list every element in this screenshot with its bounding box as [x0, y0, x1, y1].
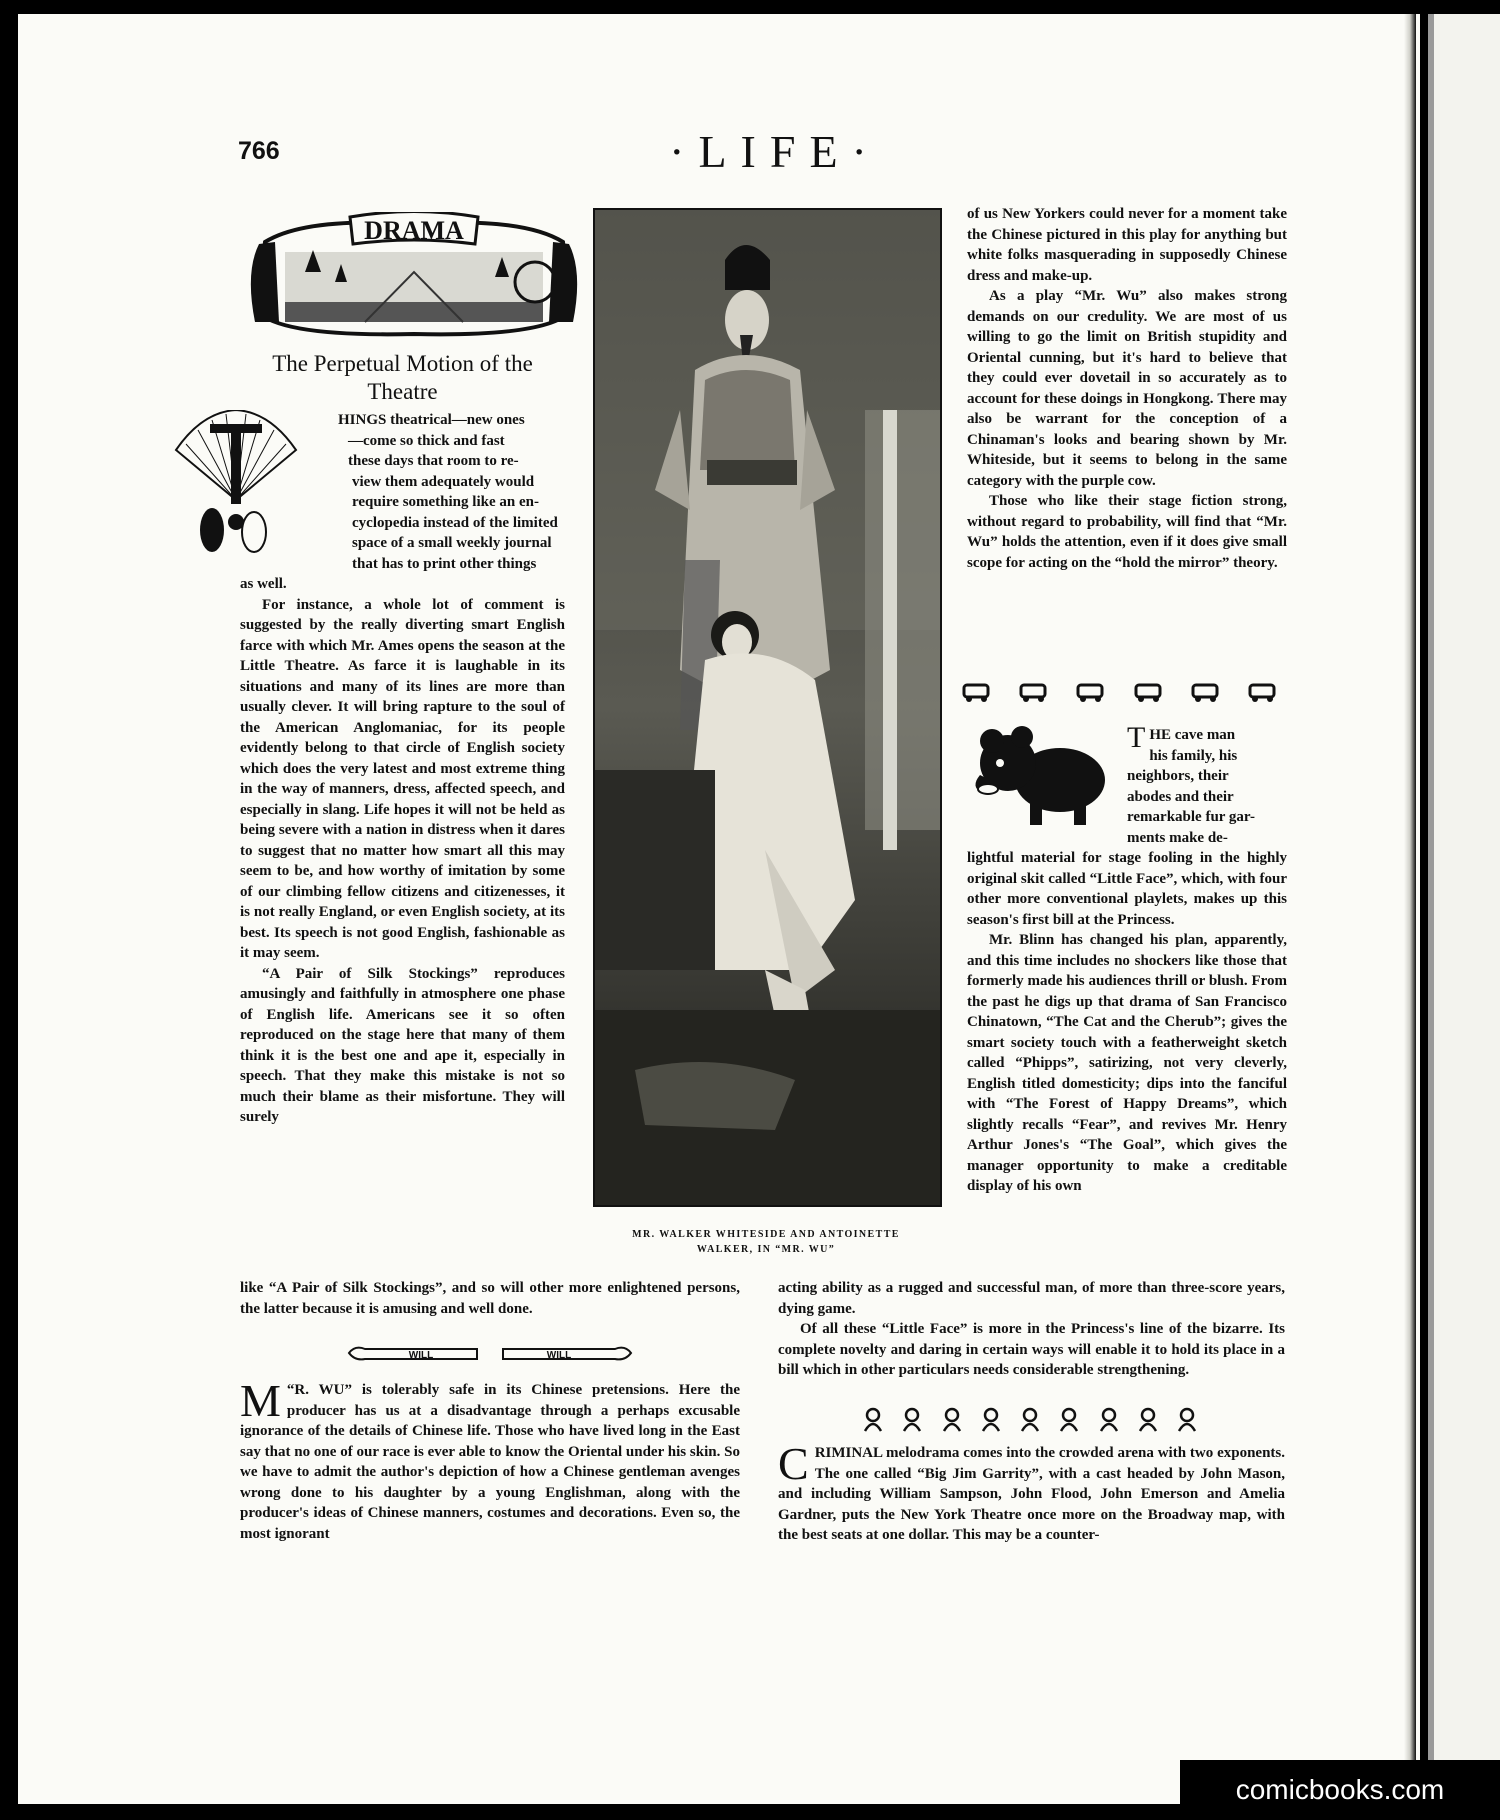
cave-man-section: [967, 721, 1287, 1197]
column-three: [967, 204, 1287, 573]
paragraph: As a play “Mr. Wu” also makes strong demands on our credulity. We are most of us willing to go the limit on British stupidity and Oriental cunning, but it's hard to believe that they could ever dovetail in so accurately as to account for these doings in Hongkong. There may also be warrant for the conception of a Chinaman's looks and bearing shown by Mr. Whiteside, but it seems to belong in the same category with the purple cow.: [967, 288, 1287, 489]
drop-cap: C: [778, 1438, 809, 1489]
text-line: neighbors, their: [1127, 768, 1229, 784]
figure-ornament-icon: [1017, 1407, 1043, 1433]
decorative-divider-cars: [960, 681, 1280, 703]
car-ornament-icon: [1017, 681, 1051, 703]
text-line: —come so thick and fast: [348, 432, 505, 449]
figure-ornament-icon: [939, 1407, 965, 1433]
column-one: [240, 410, 565, 1128]
text-line: as well.: [240, 576, 287, 592]
page-gutter: [1404, 14, 1416, 1804]
car-ornament-icon: [960, 681, 994, 703]
caption-line-2: WALKER, IN “MR. WU”: [696, 1244, 836, 1255]
text-line: that has to print other things: [352, 555, 537, 572]
figure-ornament-icon: [899, 1407, 925, 1433]
car-ornament-icon: [1074, 681, 1108, 703]
paragraph: Those who like their stage fiction strong, without regard to probability, will find that “Mr. Wu” holds the attention, even if it does give small scope for acting on the “hold the mirror” theory.: [967, 493, 1287, 571]
paragraph: Of all these “Little Face” is more in the Princess's line of the bizarre. Its complete novelty and daring in certain ways will enable it to hold its place in a bill which in other particulars needs considerable strengthening.: [778, 1321, 1285, 1378]
text-line: abodes and their: [1127, 788, 1234, 805]
paragraph: [240, 1375, 740, 1544]
photo-caption: [590, 1227, 942, 1257]
spine-shadow: [1428, 14, 1434, 1804]
headline-line-2: Theatre: [367, 379, 438, 404]
article-headline: [240, 350, 565, 406]
paragraph: acting ability as a rugged and successful man, of more than three-score years, dying game.: [778, 1280, 1285, 1317]
paragraph-text: RIMINAL melodrama comes into the crowded arena with two exponents. The one called “Big Jim Garrity”, with a cast headed by John Mason, and including William Sampson, John Flood, John Emerson and Amelia Gardner, puts the New York Theatre once more on the Broadway map, with the best seats at one dollar. This may be a counter-: [778, 1445, 1285, 1543]
text-line-content: HE cave man: [1149, 727, 1236, 743]
adjacent-page-edge: [1428, 14, 1500, 1804]
opening-quote: “: [286, 1382, 295, 1398]
headline-line-1: The Perpetual Motion of the: [272, 351, 533, 376]
column-three-continuation: [778, 1278, 1285, 1381]
scroll-banner-right-icon: [495, 1343, 635, 1363]
paragraph: like “A Pair of Silk Stockings”, and so will other more enlightened persons, the latter because it is amusing and well done.: [240, 1280, 740, 1317]
drop-cap: M: [240, 1375, 281, 1426]
car-ornament-icon: [1132, 681, 1166, 703]
decorative-divider-figures: [860, 1407, 1200, 1433]
text-line: [1127, 721, 1287, 754]
scroll-banner-left-icon: [345, 1343, 485, 1363]
page-number: 766: [238, 137, 280, 165]
text-line: his family, his: [1149, 747, 1238, 764]
drama-logo-text: DRAMA: [364, 216, 464, 245]
paragraph: lightful material for stage fooling in the highly original skit called “Little Face”, which, with four other more conventional playlets, makes up this season's first bill at the Princess.: [967, 850, 1287, 928]
figure-ornament-icon: [1056, 1407, 1082, 1433]
figure-ornament-icon: [1174, 1407, 1200, 1433]
text-line: these days that room to re-: [348, 453, 519, 469]
criminal-melodrama-section: [778, 1438, 1285, 1546]
figure-ornament-icon: [860, 1407, 886, 1433]
text-line: space of a small weekly journal: [352, 535, 552, 551]
drop-cap: T: [1127, 721, 1146, 754]
figure-ornament-icon: [1096, 1407, 1122, 1433]
fan-wrapped-lines: [240, 410, 565, 574]
text-line: ments make de-: [1127, 829, 1228, 846]
banner-text: WILL: [408, 1350, 434, 1361]
paragraph: For instance, a whole lot of comment is suggested by the really diverting smart English farce with which Mr. Ames opens the season at the Little Theatre. As farce it is laughable in its situations and many of its lines are more than usually clever. It will bring rapture to the soul of the American Anglomaniac, for its people evidently belong to that circle of English society which does the very latest and most extreme thing in the way of manners, dress, affected speech, and especially in slang. Life hopes it will not be held as being severe with a nation in distress when it dares to suggest that no matter how smart all this may seem to be, and how worthy of imitation by some of our climbing fellow citizens and citizenesses, it is not really England, or even English society, at its best. Its speech is not good English, fashionable as it may seem.: [240, 596, 565, 961]
decorative-divider-will: [340, 1343, 640, 1363]
drama-logo-illustration: [245, 212, 583, 344]
stage-photo: [593, 208, 942, 1207]
paragraph: Mr. Blinn has changed his plan, apparently, and this time includes no shockers like those that formerly made his audiences thrill or blush. From the past he digs up that drama of San Francisco Chinatown, “The Cat and the Cherub”; gives the smart society touch with a featherweight sketch called “Phipps”, satirizing, not very cleverly, English titled domesticity; dips into the fanciful with “The Forest of Happy Dreams”, which slightly recalls “Fear”, and revives Mr. Henry Arthur Jones's “The Goal”, which gives the manager opportunity to make a creditable display of his own: [967, 932, 1287, 1194]
column-one-continuation: [240, 1278, 740, 1319]
watermark-label: comicbooks.com: [1180, 1760, 1500, 1820]
text-line: HINGS theatrical—new ones: [338, 412, 525, 428]
figure-ornament-icon: [978, 1407, 1004, 1433]
text-line: require something like an en-: [352, 494, 539, 510]
figure-ornament-icon: [1135, 1407, 1161, 1433]
paragraph: of us New Yorkers could never for a moment take the Chinese pictured in this play for anything but white folks masquerading in supposedly Chinese dress and make-up.: [967, 206, 1287, 284]
paragraph: “A Pair of Silk Stockings” reproduces amusingly and faithfully in atmosphere one phase of English life. Americans see it so often reproduced on the stage here that many of them think it is the best one and ape it, especially in speech. That they make this mistake is not so much their blame as their misfortune. They will surely: [240, 965, 565, 1125]
masthead-title: ·LIFE·: [669, 126, 881, 177]
text-line: cyclopedia instead of the limited: [352, 514, 558, 531]
paragraph: [778, 1438, 1285, 1546]
caption-line-1: MR. WALKER WHITESIDE AND ANTOINETTE: [632, 1229, 900, 1240]
car-ornament-icon: [1246, 681, 1280, 703]
mr-wu-section: [240, 1375, 740, 1544]
paragraph-text: R. WU” is tolerably safe in its Chinese pretensions. Here the producer has us at a disadvantage through a perhaps excusable ignorance of the details of Chinese life. Those who have lived long in the East say that no one of our race is ever able to know the Oriental under his skin. So we have to admit the author's depiction of how a Chinese gentleman avenges wrong done to his daughter by a young Englishman, along with the producer's ideas of Chinese manners, costumes and decorations. Even so, the most ignorant: [240, 1382, 740, 1542]
text-line: view them adequately would: [352, 473, 535, 490]
car-ornament-icon: [1189, 681, 1223, 703]
bear-wrapped-lines: [967, 721, 1287, 848]
banner-text: WILL: [546, 1350, 572, 1361]
text-line: remarkable fur gar-: [1127, 809, 1256, 825]
